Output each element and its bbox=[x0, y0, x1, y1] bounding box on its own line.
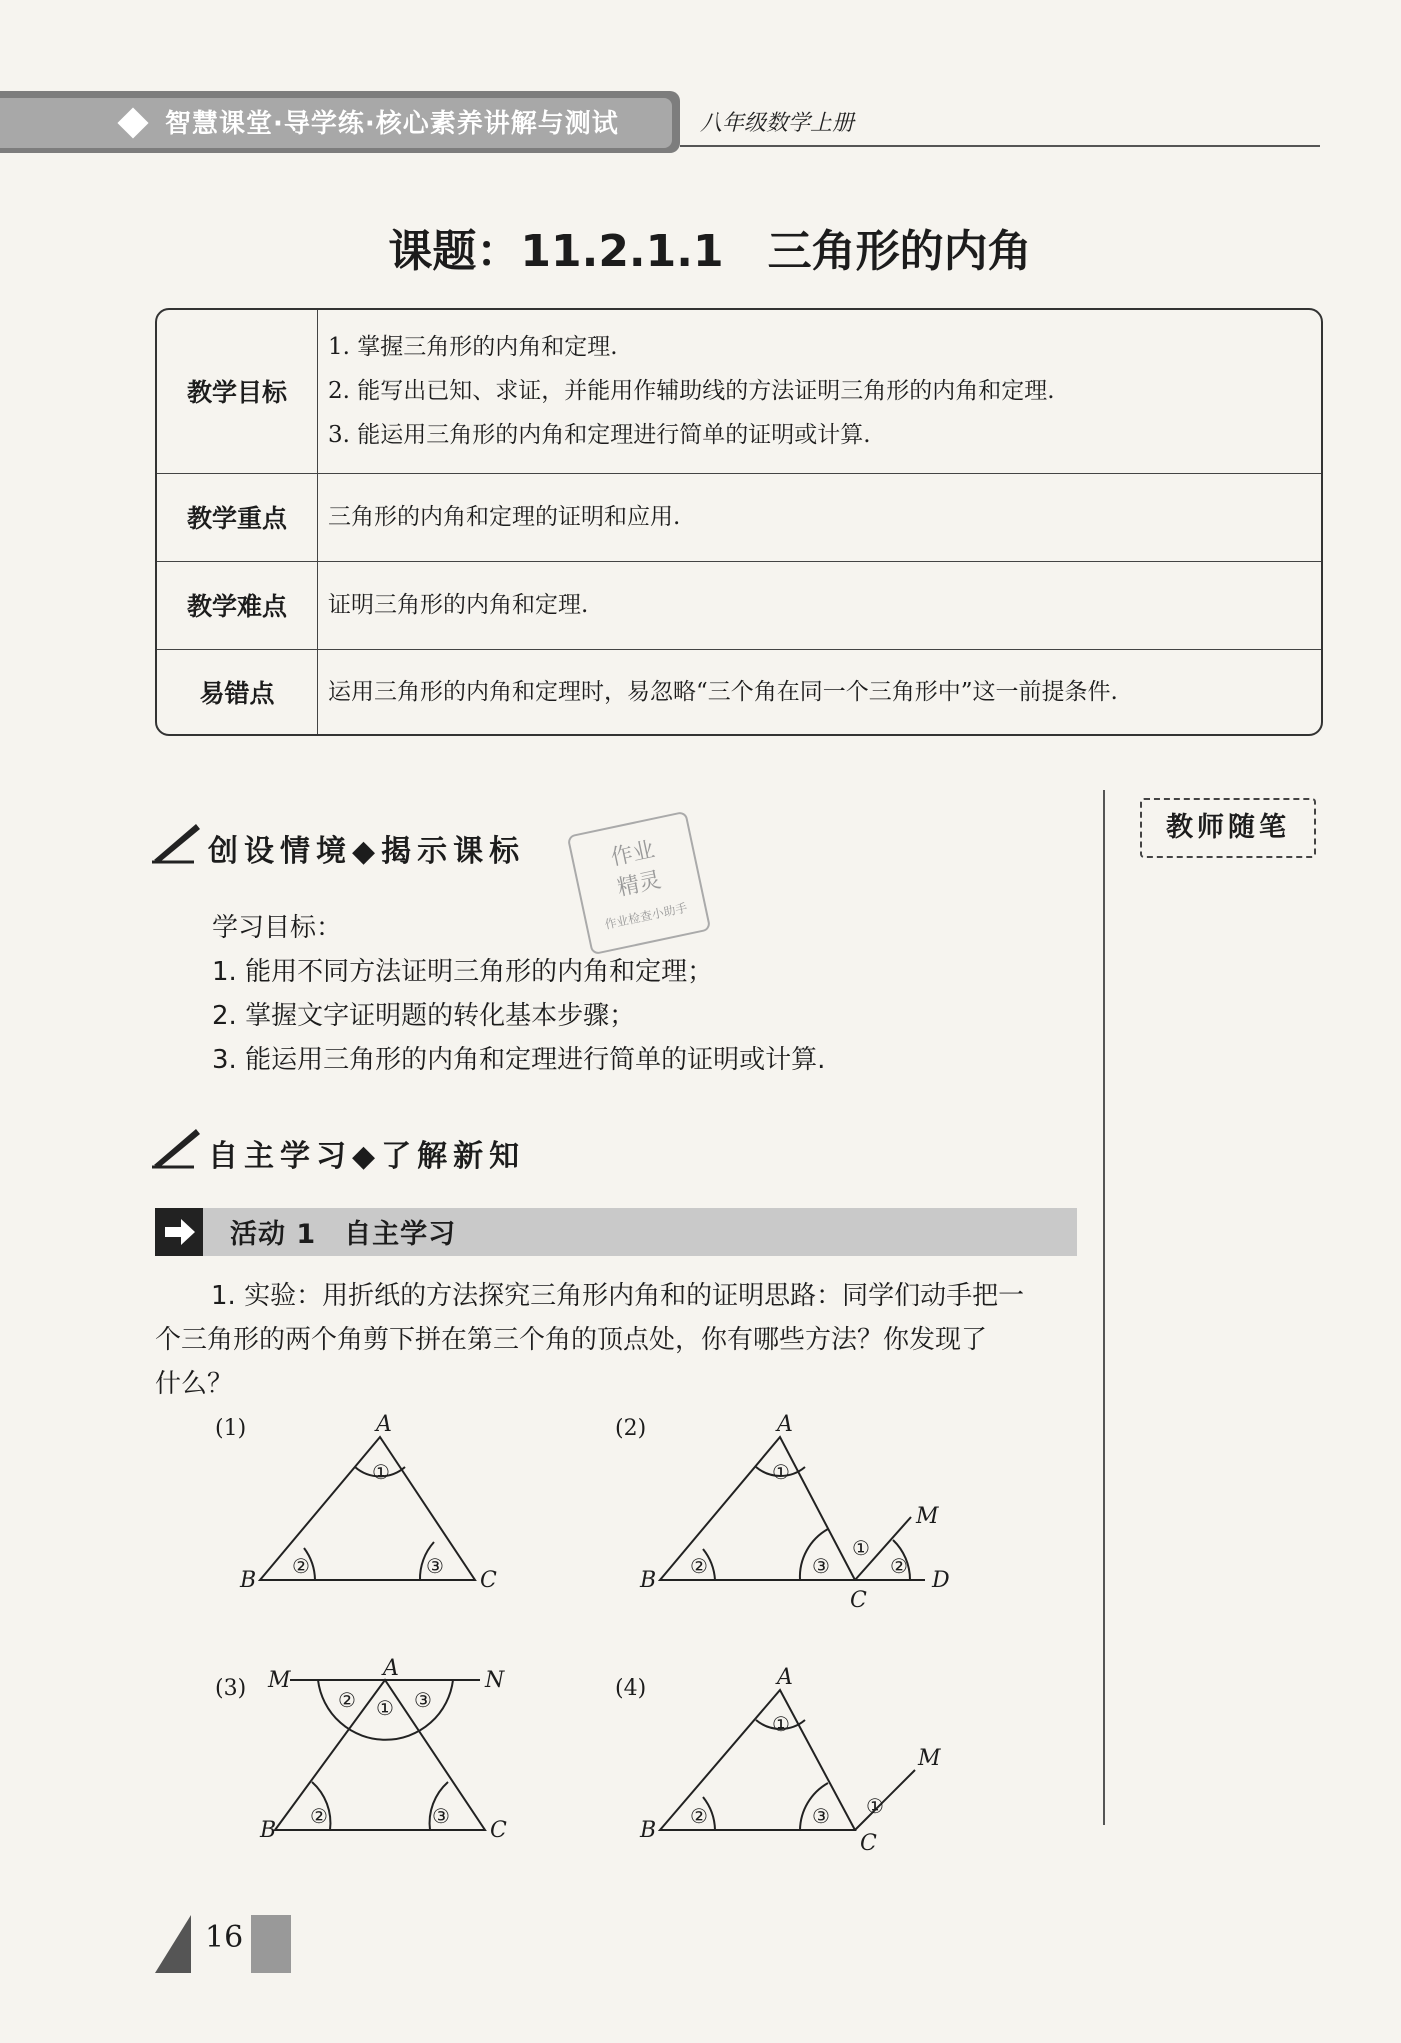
angle-mark: ① bbox=[772, 1460, 790, 1484]
point-label: C bbox=[850, 1588, 867, 1613]
point-label: C bbox=[490, 1818, 507, 1843]
teacher-notes-label: 教师随笔 bbox=[1140, 798, 1316, 858]
angle-mark: ① bbox=[866, 1794, 884, 1818]
angle-mark: ③ bbox=[812, 1804, 830, 1828]
page-number: 16 bbox=[205, 1920, 244, 1955]
point-label: M bbox=[916, 1504, 939, 1529]
point-label: A bbox=[376, 1412, 392, 1437]
activity-title: 活动 1 自主学习 bbox=[230, 1219, 457, 1250]
angle-mark: ② bbox=[690, 1804, 708, 1828]
point-label: M bbox=[918, 1746, 941, 1771]
activity-paragraph bbox=[155, 1274, 1085, 1406]
fig-label: (4) bbox=[615, 1676, 647, 1701]
point-label: N bbox=[485, 1668, 505, 1693]
row-line: 3. 能运用三角形的内角和定理进行简单的证明或计算. bbox=[328, 422, 871, 449]
stamp-line: 作业检查小助手 bbox=[603, 900, 689, 932]
point-label: B bbox=[640, 1568, 657, 1593]
angle-mark: ① bbox=[376, 1696, 394, 1720]
row-label: 易错点 bbox=[157, 649, 318, 734]
row-line: 1. 掌握三角形的内角和定理. bbox=[328, 334, 618, 361]
stamp-line: 作业 bbox=[608, 837, 657, 871]
goal-item: 1. 能用不同方法证明三角形的内角和定理； bbox=[212, 957, 714, 987]
point-label: B bbox=[240, 1568, 257, 1593]
point-label: A bbox=[383, 1656, 399, 1681]
point-label: B bbox=[640, 1818, 657, 1843]
row-content: 运用三角形的内角和定理时，易忽略“三个角在同一个三角形中”这一前提条件. bbox=[318, 649, 1322, 734]
header-rule bbox=[680, 145, 1320, 147]
goals-intro: 学习目标： bbox=[212, 913, 343, 943]
table-row bbox=[157, 473, 1321, 561]
point-label: D bbox=[932, 1568, 950, 1593]
angle-mark: ② bbox=[338, 1688, 356, 1712]
row-content: 证明三角形的内角和定理. bbox=[318, 561, 1322, 649]
row-label: 教学难点 bbox=[157, 561, 318, 649]
paragraph-line: 什么？ bbox=[155, 1369, 234, 1399]
row-content: 三角形的内角和定理的证明和应用. bbox=[318, 473, 1322, 561]
row-label: 教学重点 bbox=[157, 473, 318, 561]
paragraph-line: 个三角形的两个角剪下拼在第三个角的顶点处，你有哪些方法？你发现了 bbox=[155, 1325, 988, 1355]
table-row bbox=[157, 561, 1321, 649]
angle-mark: ① bbox=[772, 1712, 790, 1736]
angle-mark: ② bbox=[890, 1554, 908, 1578]
angle-mark: ② bbox=[310, 1804, 328, 1828]
objectives-table bbox=[155, 308, 1323, 736]
paragraph-line: 1. 实验：用折纸的方法探究三角形内角和的证明思路：同学们动手把一 bbox=[211, 1281, 1025, 1311]
arrow-right-icon bbox=[155, 1208, 203, 1256]
point-label: C bbox=[860, 1831, 877, 1856]
section-heading-2: 自主学习◆了解新知 bbox=[208, 1139, 526, 1174]
table-row bbox=[157, 649, 1321, 734]
angle-mark: ① bbox=[372, 1460, 390, 1484]
point-label: B bbox=[260, 1818, 277, 1843]
pen-icon bbox=[150, 1125, 200, 1169]
fig-label: (3) bbox=[215, 1676, 247, 1701]
learning-goals bbox=[212, 906, 825, 1082]
point-label: C bbox=[480, 1568, 497, 1593]
angle-mark: ③ bbox=[414, 1688, 432, 1712]
angle-mark: ② bbox=[690, 1554, 708, 1578]
fig-label: (2) bbox=[615, 1416, 647, 1441]
section-heading-1: 创设情境◆揭示课标 bbox=[208, 834, 526, 869]
angle-mark: ① bbox=[852, 1536, 870, 1560]
page-title: 课题：11.2.1.1 三角形的内角 bbox=[388, 226, 1032, 277]
fig-label: (1) bbox=[215, 1416, 247, 1441]
row-line: 2. 能写出已知、求证，并能用作辅助线的方法证明三角形的内角和定理. bbox=[328, 378, 1055, 405]
angle-mark: ③ bbox=[426, 1554, 444, 1578]
row-content bbox=[318, 310, 1322, 473]
angle-mark: ③ bbox=[812, 1554, 830, 1578]
row-label: 教学目标 bbox=[157, 310, 318, 473]
goal-item: 3. 能运用三角形的内角和定理进行简单的证明或计算. bbox=[212, 1045, 826, 1075]
notes-divider bbox=[1103, 790, 1105, 1825]
triangle-figures bbox=[200, 1395, 980, 1856]
series-title: 智慧课堂·导学练·核心素养讲解与测试 bbox=[165, 109, 619, 139]
pen-icon bbox=[150, 820, 200, 864]
point-label: A bbox=[777, 1412, 793, 1437]
angle-mark: ③ bbox=[432, 1804, 450, 1828]
angle-mark: ② bbox=[292, 1554, 310, 1578]
point-label: A bbox=[777, 1665, 793, 1690]
goal-item: 2. 掌握文字证明题的转化基本步骤； bbox=[212, 1001, 636, 1031]
table-row bbox=[157, 310, 1321, 473]
book-title: 八年级数学上册 bbox=[700, 111, 855, 136]
point-label: M bbox=[268, 1668, 291, 1693]
stamp-line: 精灵 bbox=[615, 867, 664, 902]
